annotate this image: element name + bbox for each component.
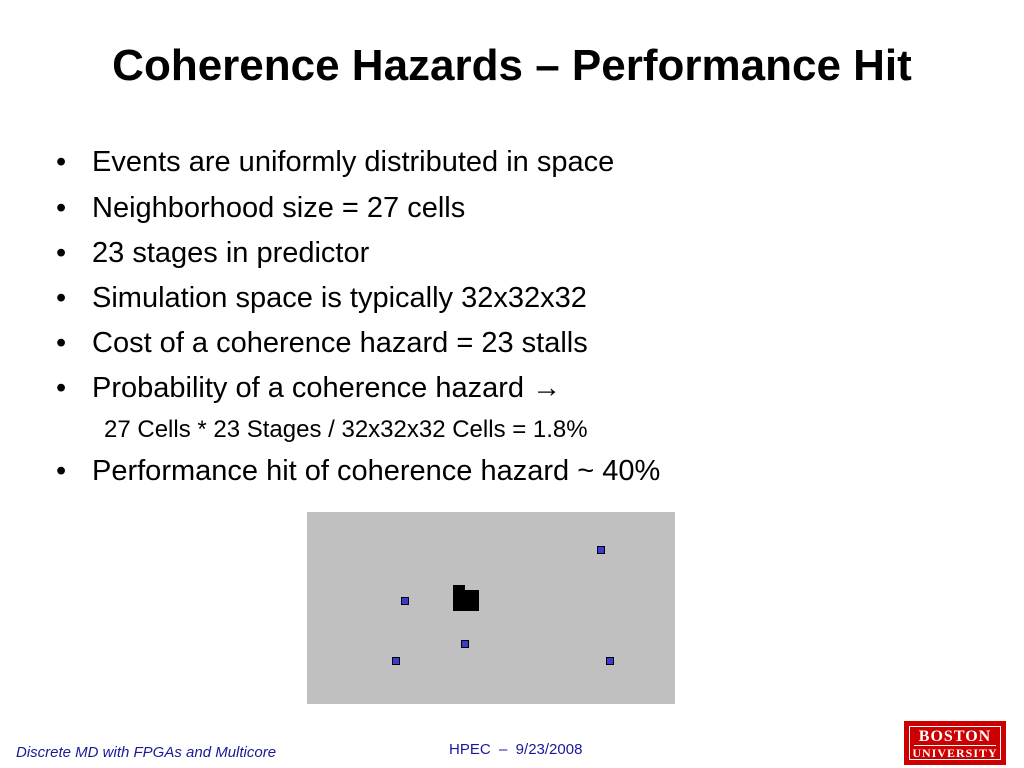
bullet-item	[56, 190, 465, 226]
boston-university-logo	[904, 721, 1006, 765]
bullet-text: Events are uniformly distributed in space	[92, 146, 615, 178]
bullet-dot: •	[56, 237, 67, 269]
bullet-text: Neighborhood size = 27 cells	[92, 192, 466, 224]
event-cell	[461, 640, 469, 648]
bullet-item	[56, 325, 588, 361]
bullet-item	[56, 235, 369, 271]
footer-presentation-title: Discrete MD with FPGAs and Multicore	[16, 744, 277, 761]
bullet-text: Probability of a coherence hazard →	[92, 372, 562, 404]
footer-event-date: HPEC – 9/23/2008	[449, 741, 583, 758]
event-cell	[401, 597, 409, 605]
bullet-text: 23 stages in predictor	[92, 237, 370, 269]
bullet-text: Performance hit of coherence hazard ~ 40%	[92, 455, 661, 487]
event-cell	[392, 657, 400, 665]
bullet-text: Simulation space is typically 32x32x32	[92, 282, 587, 314]
bullet-item	[56, 453, 660, 489]
logo-frame	[909, 726, 1001, 760]
logo-line1: BOSTON	[918, 728, 992, 745]
bullet-dot: •	[56, 282, 67, 314]
hazard-block	[453, 585, 479, 611]
bullet-dot: •	[56, 455, 67, 487]
bullet-dot: •	[56, 146, 67, 178]
bullet-item	[56, 280, 587, 316]
bullet-dot: •	[56, 372, 67, 404]
sub-bullet-text: 27 Cells * 23 Stages / 32x32x32 Cells = 1.8%	[104, 416, 588, 443]
logo-line2: UNIVERSITY	[912, 746, 998, 760]
bullet-dot: •	[56, 192, 67, 224]
event-cell	[606, 657, 614, 665]
event-cell	[597, 546, 605, 554]
bullet-item	[56, 144, 614, 180]
simulation-space-figure	[307, 512, 675, 704]
slide-title: Coherence Hazards – Performance Hit	[112, 41, 912, 90]
bullet-dot: •	[56, 327, 67, 359]
bullet-item	[56, 370, 561, 406]
bullet-text: Cost of a coherence hazard = 23 stalls	[92, 327, 588, 359]
